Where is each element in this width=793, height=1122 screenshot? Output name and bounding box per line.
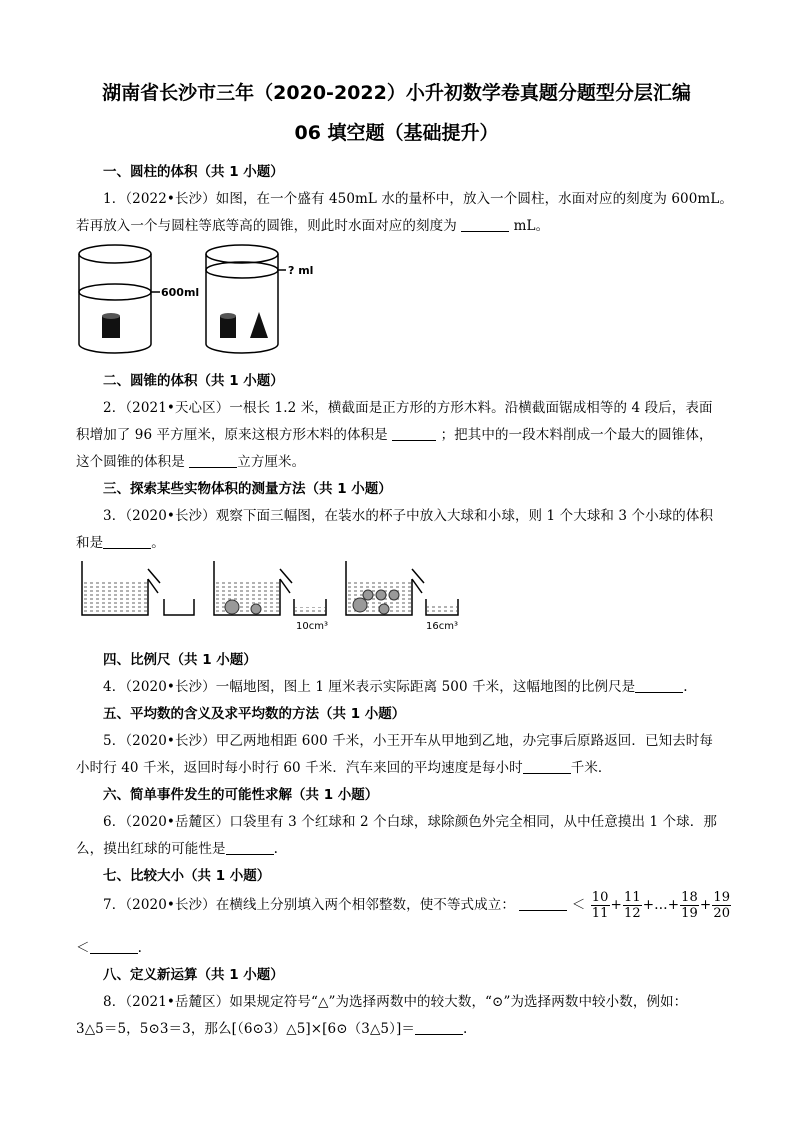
q2-answer-blank-1[interactable]	[392, 426, 436, 441]
q7-line-2: ＜ .	[76, 940, 143, 956]
q7-answer-blank-2[interactable]	[90, 939, 138, 954]
section-heading-8: 八、定义新运算（共 1 小题）	[103, 967, 284, 983]
q4-line-1: 4．（2020•长沙）一幅地图，图上 1 厘米表示实际距离 500 千米，这幅地图的比例尺是 .	[103, 679, 688, 695]
section-heading-3: 三、探索某些实物体积的测量方法（共 1 小题）	[103, 481, 392, 497]
cup-c-overflow-label: 16cm³	[426, 621, 458, 632]
q6-line-1: 6．（2020•岳麓区）口袋里有 3 个红球和 2 个白球，球除颜色外完全相同，从中任意摸出 1 个球．那	[103, 814, 717, 830]
q6-answer-blank[interactable]	[226, 840, 274, 855]
q2-line-3: 这个圆锥的体积是 立方厘米。	[76, 454, 306, 470]
q3-line-2: 和是 。	[76, 535, 165, 551]
q2-answer-blank-2[interactable]	[189, 453, 237, 468]
q1-figure-beakers	[70, 240, 330, 360]
q3-figure-overflow-cups	[78, 557, 468, 635]
beaker-label-600ml: 600ml	[161, 286, 200, 299]
q1-answer-blank[interactable]	[461, 217, 509, 232]
section-heading-6: 六、简单事件发生的可能性求解（共 1 小题）	[103, 787, 379, 803]
cylinder-shape	[102, 313, 120, 338]
section-heading-5: 五、平均数的含义及求平均数的方法（共 1 小题）	[103, 706, 406, 722]
q2-line-2: 积增加了 96 平方厘米，原来这根方形木料的体积是 ；把其中的一段木料削成一个最大的圆锥体，	[76, 427, 713, 443]
section-heading-2: 二、圆锥的体积（共 1 小题）	[103, 373, 284, 389]
section-heading-1: 一、圆柱的体积（共 1 小题）	[103, 164, 284, 180]
q7-answer-blank-1[interactable]	[519, 896, 567, 911]
document-title: 湖南省长沙市三年（2020-2022）小升初数学卷真题分题型分层汇编	[102, 82, 691, 104]
fraction-10-11: $\frac{10}{11}$	[591, 890, 609, 921]
q3-answer-blank[interactable]	[103, 534, 151, 549]
beaker-with-cylinder-and-cone	[206, 245, 286, 353]
q5-line-1: 5．（2020•长沙）甲乙两地相距 600 千米，小王开车从甲地到乙地，办完事后原路返回．已知去时每	[103, 733, 714, 749]
cylinder-and-cone-shapes	[220, 312, 268, 338]
q6-line-2: 么，摸出红球的可能性是 .	[76, 841, 279, 857]
fraction-18-19: $\frac{18}{19}$	[681, 890, 698, 921]
q8-line-2: 3△5＝5，5⊙3＝3，那么[（6⊙3）△5]×[6⊙（3△5）]＝ .	[76, 1021, 468, 1037]
q7-line-1: 7．（2020•长沙）在横线上分别填入两个相邻整数，使不等式成立： ＜ $\frac{10}{11}$ + $\frac{11}{12}$ +…+ $\frac{18}{19}$ + $\frac{19}{20}$	[103, 890, 731, 921]
cup-a	[82, 561, 194, 615]
section-heading-7: 七、比较大小（共 1 小题）	[103, 868, 271, 884]
fraction-11-12: $\frac{11}{12}$	[623, 890, 641, 921]
cup-b-overflow-label: 10cm³	[296, 621, 328, 632]
section-heading-4: 四、比例尺（共 1 小题）	[103, 652, 257, 668]
beaker-label-unknown-ml: ? ml	[288, 264, 314, 277]
q2-line-1: 2．（2021•天心区）一根长 1.2 米，横截面是正方形的方形木料。沿横截面锯成相等的 4 段后，表面	[103, 400, 713, 416]
q5-line-2: 小时行 40 千米，返回时每小时行 60 千米．汽车来回的平均速度是每小时 千米．	[76, 760, 612, 776]
q4-answer-blank[interactable]	[635, 678, 683, 693]
q3-line-1: 3．（2020•长沙）观察下面三幅图，在装水的杯子中放入大球和小球，则 1 个大球和 3 个小球的体积	[103, 508, 714, 524]
q1-line-1: 1．（2022•长沙）如图，在一个盛有 450mL 水的量杯中，放入一个圆柱，水面对应的刻度为 600mL。	[103, 191, 733, 207]
document-subtitle: 06 填空题（基础提升）	[294, 122, 499, 144]
fraction-19-20: $\frac{19}{20}$	[713, 890, 731, 921]
q1-line-2: 若再放入一个与圆柱等底等高的圆锥，则此时水面对应的刻度为 mL。	[76, 218, 550, 234]
q8-answer-blank[interactable]	[415, 1020, 463, 1035]
q5-answer-blank[interactable]	[523, 759, 571, 774]
q8-line-1: 8．（2021•岳麓区）如果规定符号“△”为选择两数中的较大数，“⊙”为选择两数中较小数，例如：	[103, 994, 688, 1010]
